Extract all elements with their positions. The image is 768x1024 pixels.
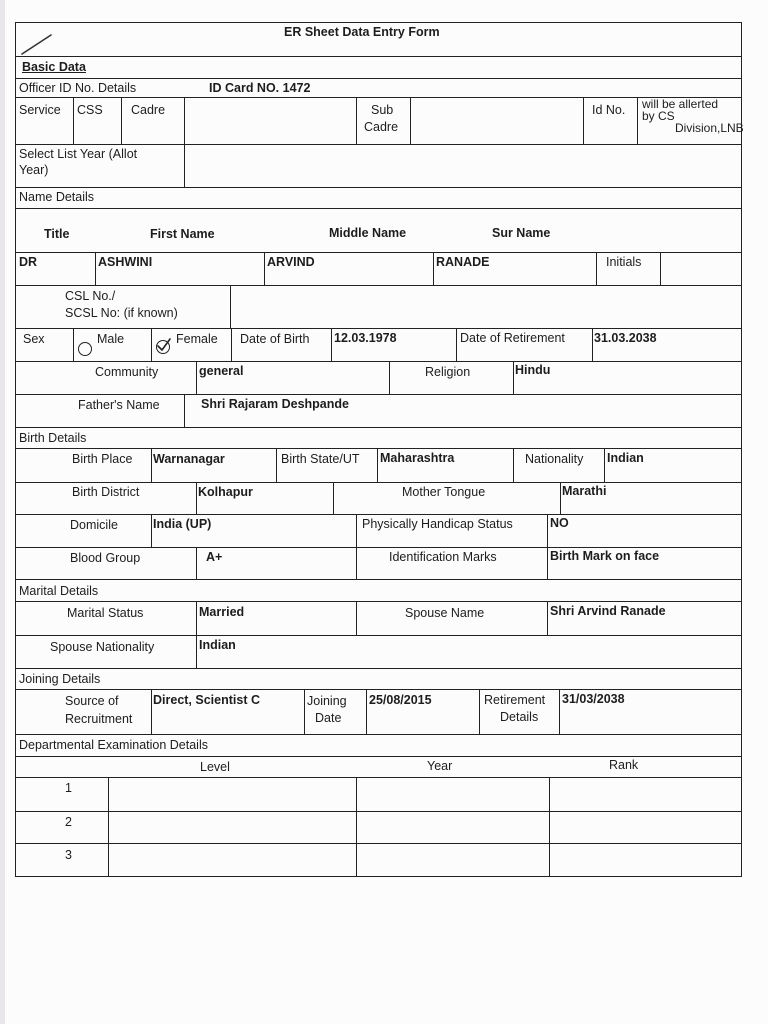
cell-divider bbox=[333, 482, 334, 514]
initials-label: Initials bbox=[606, 255, 642, 269]
row-divider bbox=[15, 144, 742, 145]
dor-value: 31.03.2038 bbox=[594, 331, 657, 345]
cell-divider bbox=[196, 361, 197, 394]
service-value: CSS bbox=[77, 103, 103, 117]
cell-divider bbox=[604, 448, 605, 482]
birth-place-value: Warnanagar bbox=[153, 452, 225, 466]
row-divider bbox=[15, 448, 742, 449]
cell-divider bbox=[389, 361, 390, 394]
cell-divider bbox=[196, 635, 197, 668]
row-divider bbox=[15, 689, 742, 690]
joining-date-label-1: Joining bbox=[307, 694, 347, 708]
community-label: Community bbox=[95, 365, 159, 379]
spouse-nationality-value: Indian bbox=[199, 638, 236, 652]
row-divider bbox=[15, 285, 742, 286]
cell-divider bbox=[356, 97, 357, 144]
row-divider bbox=[15, 579, 742, 580]
year-header: Year bbox=[427, 759, 453, 773]
birth-district-value: Kolhapur bbox=[198, 485, 253, 499]
cell-divider bbox=[196, 482, 197, 514]
joining-date-label-2: Date bbox=[315, 711, 342, 725]
cell-divider bbox=[230, 285, 231, 328]
marital-details-label: Marital Details bbox=[19, 584, 99, 598]
cell-divider bbox=[184, 97, 185, 187]
name-details-label: Name Details bbox=[19, 190, 95, 204]
cell-divider bbox=[304, 689, 305, 734]
spouse-name-value: Shri Arvind Ranade bbox=[550, 604, 666, 618]
rank-header: Rank bbox=[609, 758, 639, 772]
row-divider bbox=[15, 482, 742, 483]
id-no-label: Id No. bbox=[592, 103, 626, 117]
nationality-label: Nationality bbox=[525, 452, 584, 466]
id-note-1: will be allerted bbox=[642, 97, 719, 111]
retirement-value: 31/03/2038 bbox=[562, 692, 625, 706]
female-label: Female bbox=[176, 332, 218, 346]
form-border-right bbox=[741, 22, 742, 877]
retirement-label-2: Details bbox=[500, 710, 539, 724]
cadre-label: Cadre bbox=[131, 103, 166, 117]
cell-divider bbox=[377, 448, 378, 482]
dept-exam-label: Departmental Examination Details bbox=[19, 738, 208, 752]
cell-divider bbox=[637, 97, 638, 144]
dor-label: Date of Retirement bbox=[460, 331, 565, 345]
cell-divider bbox=[231, 328, 232, 361]
source-value: Direct, Scientist C bbox=[153, 693, 260, 707]
cell-divider bbox=[121, 97, 122, 144]
cell-divider bbox=[547, 601, 548, 635]
row-divider bbox=[15, 252, 742, 253]
cell-divider bbox=[151, 448, 152, 482]
dob-value: 12.03.1978 bbox=[334, 331, 397, 345]
handicap-value: NO bbox=[550, 516, 569, 530]
row-divider bbox=[15, 427, 742, 428]
id-note-2: by CS bbox=[642, 109, 675, 123]
cell-divider bbox=[95, 252, 96, 285]
sur-name-header: Sur Name bbox=[492, 226, 551, 240]
male-label: Male bbox=[97, 332, 125, 346]
cell-divider bbox=[479, 689, 480, 734]
father-name-label: Father's Name bbox=[78, 398, 160, 412]
basic-data-heading: Basic Data bbox=[22, 60, 86, 74]
religion-value: Hindu bbox=[515, 363, 551, 377]
spouse-name-label: Spouse Name bbox=[405, 606, 485, 620]
row-divider bbox=[15, 208, 742, 209]
title-header: Title bbox=[44, 227, 70, 241]
cell-divider bbox=[513, 448, 514, 482]
row-divider bbox=[15, 394, 742, 395]
marital-status-label: Marital Status bbox=[67, 606, 144, 620]
cell-divider bbox=[108, 777, 109, 876]
blood-group-label: Blood Group bbox=[70, 551, 141, 565]
level-header: Level bbox=[200, 760, 230, 774]
religion-label: Religion bbox=[425, 365, 471, 379]
row-divider bbox=[15, 187, 742, 188]
cell-divider bbox=[151, 514, 152, 547]
csl-label-1: CSL No./ bbox=[65, 289, 116, 303]
exam-row-number: 2 bbox=[65, 815, 72, 829]
first-name-value: ASHWINI bbox=[98, 255, 153, 269]
birth-district-label: Birth District bbox=[72, 485, 140, 499]
middle-name-value: ARVIND bbox=[267, 255, 315, 269]
dob-label: Date of Birth bbox=[240, 332, 310, 346]
cell-divider bbox=[547, 514, 548, 547]
cell-divider bbox=[276, 448, 277, 482]
marital-status-value: Married bbox=[199, 605, 245, 619]
cell-divider bbox=[196, 547, 197, 579]
exam-row-number: 3 bbox=[65, 848, 72, 862]
form-border-left bbox=[15, 22, 16, 877]
cell-divider bbox=[660, 252, 661, 285]
id-card-value: ID Card NO. 1472 bbox=[209, 81, 311, 95]
id-note-3: Division,LNB bbox=[675, 121, 744, 135]
birth-state-value: Maharashtra bbox=[380, 451, 455, 465]
mother-tongue-value: Marathi bbox=[562, 484, 607, 498]
cell-divider bbox=[596, 252, 597, 285]
row-divider bbox=[15, 328, 742, 329]
spouse-nationality-label: Spouse Nationality bbox=[50, 640, 155, 654]
first-name-header: First Name bbox=[150, 227, 215, 241]
father-name-value: Shri Rajaram Deshpande bbox=[201, 397, 349, 411]
sur-name-value: RANADE bbox=[436, 255, 490, 269]
female-checked-icon[interactable] bbox=[155, 338, 171, 354]
cell-divider bbox=[456, 328, 457, 361]
cell-divider bbox=[410, 97, 411, 144]
identification-marks-value: Birth Mark on face bbox=[550, 549, 660, 563]
source-label-1: Source of bbox=[65, 694, 119, 708]
cell-divider bbox=[356, 777, 357, 876]
form-title: ER Sheet Data Entry Form bbox=[284, 25, 440, 39]
community-value: general bbox=[199, 364, 244, 378]
blood-group-value: A+ bbox=[206, 550, 223, 564]
joining-details-label: Joining Details bbox=[19, 672, 101, 686]
handicap-label: Physically Handicap Status bbox=[362, 517, 513, 531]
domicile-label: Domicile bbox=[70, 518, 118, 532]
row-divider bbox=[15, 635, 742, 636]
identification-marks-label: Identification Marks bbox=[389, 550, 497, 564]
row-divider bbox=[15, 734, 742, 735]
cell-divider bbox=[73, 97, 74, 144]
row-divider bbox=[15, 78, 742, 79]
birth-details-label: Birth Details bbox=[19, 431, 87, 445]
sub-cadre-label-2: Cadre bbox=[364, 120, 399, 134]
row-divider bbox=[15, 777, 742, 778]
service-label: Service bbox=[19, 103, 61, 117]
cell-divider bbox=[356, 601, 357, 635]
retirement-label-1: Retirement bbox=[484, 693, 546, 707]
male-radio[interactable] bbox=[78, 342, 92, 356]
cell-divider bbox=[196, 601, 197, 635]
domicile-value: India (UP) bbox=[153, 517, 212, 531]
nationality-value: Indian bbox=[607, 451, 644, 465]
cell-divider bbox=[513, 361, 514, 394]
cell-divider bbox=[184, 394, 185, 427]
title-value: DR bbox=[19, 255, 38, 269]
source-label-2: Recruitment bbox=[65, 712, 133, 726]
row-divider bbox=[15, 601, 742, 602]
cell-divider bbox=[331, 328, 332, 361]
exam-row-number: 1 bbox=[65, 781, 72, 795]
row-divider bbox=[15, 514, 742, 515]
sex-label: Sex bbox=[23, 332, 45, 346]
mother-tongue-label: Mother Tongue bbox=[402, 485, 486, 499]
cell-divider bbox=[560, 482, 561, 514]
csl-label-2: SCSL No: (if known) bbox=[65, 306, 178, 320]
joining-date-value: 25/08/2015 bbox=[369, 693, 432, 707]
row-divider bbox=[15, 756, 742, 757]
row-divider bbox=[15, 361, 742, 362]
row-divider bbox=[15, 811, 742, 812]
cell-divider bbox=[549, 777, 550, 876]
cell-divider bbox=[356, 547, 357, 579]
select-list-label-1: Select List Year (Allot bbox=[19, 147, 138, 161]
row-divider bbox=[15, 668, 742, 669]
cell-divider bbox=[559, 689, 560, 734]
middle-name-header: Middle Name bbox=[329, 226, 407, 240]
cell-divider bbox=[264, 252, 265, 285]
officer-id-label: Officer ID No. Details bbox=[19, 81, 137, 95]
select-list-label-2: Year) bbox=[19, 163, 49, 177]
cell-divider bbox=[356, 514, 357, 547]
sub-cadre-label-1: Sub bbox=[371, 103, 394, 117]
pen-mark-icon bbox=[20, 32, 54, 56]
form-border-bottom bbox=[15, 876, 742, 877]
row-divider bbox=[15, 56, 742, 57]
cell-divider bbox=[366, 689, 367, 734]
row-divider bbox=[15, 547, 742, 548]
cell-divider bbox=[151, 328, 152, 361]
cell-divider bbox=[547, 547, 548, 579]
row-divider bbox=[15, 843, 742, 844]
cell-divider bbox=[433, 252, 434, 285]
row-divider bbox=[15, 97, 742, 98]
birth-place-label: Birth Place bbox=[72, 452, 133, 466]
cell-divider bbox=[592, 328, 593, 361]
cell-divider bbox=[73, 328, 74, 361]
cell-divider bbox=[583, 97, 584, 144]
cell-divider bbox=[151, 689, 152, 734]
birth-state-label: Birth State/UT bbox=[281, 452, 360, 466]
form-border-top bbox=[15, 22, 742, 23]
